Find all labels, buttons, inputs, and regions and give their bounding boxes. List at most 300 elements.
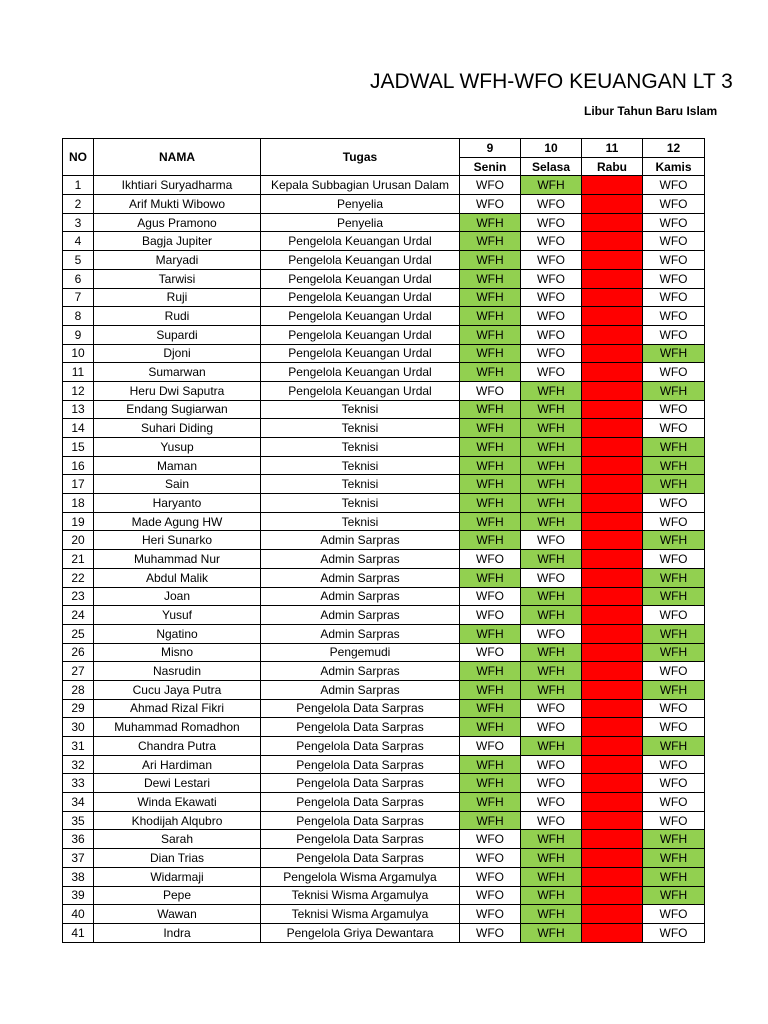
row-nama: Muhammad Nur xyxy=(94,550,261,569)
row-no: 15 xyxy=(63,438,94,457)
cell-day-11 xyxy=(582,456,643,475)
cell-day-11 xyxy=(582,755,643,774)
row-nama: Maryadi xyxy=(94,251,261,270)
table-row xyxy=(63,718,705,737)
cell-day-11 xyxy=(582,381,643,400)
table-row xyxy=(63,344,705,363)
cell-day-11 xyxy=(582,774,643,793)
cell-day-11 xyxy=(582,307,643,326)
cell-day-10: WFO xyxy=(521,755,582,774)
cell-day-9: WFH xyxy=(460,363,521,382)
row-tugas: Admin Sarpras xyxy=(261,531,460,550)
row-no: 1 xyxy=(63,176,94,195)
cell-day-9: WFH xyxy=(460,624,521,643)
row-tugas: Pengemudi xyxy=(261,643,460,662)
cell-day-9: WFO xyxy=(460,587,521,606)
row-nama: Ngatino xyxy=(94,624,261,643)
cell-day-12: WFH xyxy=(643,381,705,400)
cell-day-9: WFH xyxy=(460,344,521,363)
table-row xyxy=(63,195,705,214)
row-tugas: Admin Sarpras xyxy=(261,624,460,643)
cell-day-11 xyxy=(582,195,643,214)
table-row xyxy=(63,213,705,232)
row-no: 22 xyxy=(63,568,94,587)
table-row xyxy=(63,269,705,288)
cell-day-10: WFH xyxy=(521,400,582,419)
row-tugas: Teknisi xyxy=(261,400,460,419)
row-no: 7 xyxy=(63,288,94,307)
row-tugas: Pengelola Keuangan Urdal xyxy=(261,381,460,400)
header-date-9: 9 xyxy=(460,139,521,158)
table-row xyxy=(63,643,705,662)
cell-day-11 xyxy=(582,288,643,307)
cell-day-11 xyxy=(582,886,643,905)
row-tugas: Teknisi Wisma Argamulya xyxy=(261,886,460,905)
cell-day-11 xyxy=(582,718,643,737)
table-row xyxy=(63,419,705,438)
row-tugas: Pengelola Keuangan Urdal xyxy=(261,288,460,307)
row-no: 13 xyxy=(63,400,94,419)
cell-day-9: WFH xyxy=(460,512,521,531)
row-nama: Heri Sunarko xyxy=(94,531,261,550)
row-nama: Haryanto xyxy=(94,494,261,513)
cell-day-12: WFO xyxy=(643,699,705,718)
cell-day-12: WFH xyxy=(643,830,705,849)
cell-day-11 xyxy=(582,737,643,756)
table-row xyxy=(63,381,705,400)
cell-day-9: WFH xyxy=(460,699,521,718)
cell-day-9: WFO xyxy=(460,849,521,868)
cell-day-10: WFO xyxy=(521,288,582,307)
cell-day-11 xyxy=(582,325,643,344)
row-nama: Supardi xyxy=(94,325,261,344)
table-row xyxy=(63,531,705,550)
row-nama: Muhammad Romadhon xyxy=(94,718,261,737)
row-tugas: Admin Sarpras xyxy=(261,550,460,569)
row-tugas: Pengelola Data Sarpras xyxy=(261,793,460,812)
row-no: 10 xyxy=(63,344,94,363)
cell-day-12: WFH xyxy=(643,867,705,886)
row-nama: Dewi Lestari xyxy=(94,774,261,793)
row-tugas: Pengelola Data Sarpras xyxy=(261,718,460,737)
cell-day-12: WFO xyxy=(643,307,705,326)
row-no: 9 xyxy=(63,325,94,344)
cell-day-12: WFO xyxy=(643,662,705,681)
cell-day-12: WFO xyxy=(643,755,705,774)
row-nama: Bagja Jupiter xyxy=(94,232,261,251)
row-nama: Joan xyxy=(94,587,261,606)
row-no: 17 xyxy=(63,475,94,494)
cell-day-11 xyxy=(582,587,643,606)
cell-day-9: WFH xyxy=(460,680,521,699)
table-row xyxy=(63,849,705,868)
cell-day-9: WFO xyxy=(460,643,521,662)
row-nama: Khodijah Alqubro xyxy=(94,811,261,830)
row-no: 26 xyxy=(63,643,94,662)
cell-day-11 xyxy=(582,550,643,569)
row-tugas: Teknisi xyxy=(261,512,460,531)
cell-day-12: WFO xyxy=(643,195,705,214)
cell-day-9: WFH xyxy=(460,269,521,288)
table-row xyxy=(63,662,705,681)
row-nama: Ruji xyxy=(94,288,261,307)
row-no: 19 xyxy=(63,512,94,531)
cell-day-12: WFH xyxy=(643,587,705,606)
cell-day-12: WFO xyxy=(643,606,705,625)
cell-day-9: WFH xyxy=(460,531,521,550)
cell-day-10: WFO xyxy=(521,195,582,214)
page-title: JADWAL WFH-WFO KEUANGAN LT 3 xyxy=(370,70,733,93)
row-tugas: Pengelola Keuangan Urdal xyxy=(261,325,460,344)
cell-day-12: WFH xyxy=(643,680,705,699)
cell-day-10: WFO xyxy=(521,269,582,288)
table-row xyxy=(63,512,705,531)
cell-day-9: WFH xyxy=(460,251,521,270)
row-tugas: Teknisi Wisma Argamulya xyxy=(261,905,460,924)
row-tugas: Admin Sarpras xyxy=(261,680,460,699)
row-tugas: Pengelola Keuangan Urdal xyxy=(261,307,460,326)
row-nama: Rudi xyxy=(94,307,261,326)
cell-day-10: WFH xyxy=(521,923,582,942)
cell-day-9: WFO xyxy=(460,176,521,195)
cell-day-10: WFH xyxy=(521,867,582,886)
row-nama: Maman xyxy=(94,456,261,475)
row-no: 16 xyxy=(63,456,94,475)
cell-day-11 xyxy=(582,830,643,849)
cell-day-10: WFH xyxy=(521,176,582,195)
row-tugas: Pengelola Keuangan Urdal xyxy=(261,344,460,363)
cell-day-10: WFH xyxy=(521,550,582,569)
cell-day-9: WFO xyxy=(460,195,521,214)
row-no: 34 xyxy=(63,793,94,812)
cell-day-9: WFH xyxy=(460,213,521,232)
cell-day-12: WFO xyxy=(643,512,705,531)
row-tugas: Pengelola Data Sarpras xyxy=(261,811,460,830)
table-row xyxy=(63,307,705,326)
cell-day-12: WFO xyxy=(643,811,705,830)
row-no: 32 xyxy=(63,755,94,774)
cell-day-10: WFO xyxy=(521,811,582,830)
row-tugas: Pengelola Data Sarpras xyxy=(261,774,460,793)
header-date-10: 10 xyxy=(521,139,582,158)
row-no: 38 xyxy=(63,867,94,886)
table-row xyxy=(63,568,705,587)
cell-day-10: WFO xyxy=(521,251,582,270)
row-no: 24 xyxy=(63,606,94,625)
cell-day-11 xyxy=(582,811,643,830)
cell-day-11 xyxy=(582,344,643,363)
cell-day-9: WFH xyxy=(460,475,521,494)
cell-day-12: WFO xyxy=(643,550,705,569)
header-day-senin: Senin xyxy=(460,157,521,176)
cell-day-10: WFO xyxy=(521,531,582,550)
cell-day-9: WFH xyxy=(460,774,521,793)
row-tugas: Pengelola Keuangan Urdal xyxy=(261,251,460,270)
cell-day-12: WFH xyxy=(643,456,705,475)
cell-day-12: WFO xyxy=(643,774,705,793)
cell-day-11 xyxy=(582,363,643,382)
cell-day-9: WFO xyxy=(460,550,521,569)
row-nama: Chandra Putra xyxy=(94,737,261,756)
row-tugas: Penyelia xyxy=(261,213,460,232)
row-nama: Agus Pramono xyxy=(94,213,261,232)
row-no: 23 xyxy=(63,587,94,606)
cell-day-10: WFH xyxy=(521,512,582,531)
cell-day-9: WFH xyxy=(460,568,521,587)
row-no: 18 xyxy=(63,494,94,513)
cell-day-9: WFH xyxy=(460,718,521,737)
header-nama: NAMA xyxy=(94,139,261,176)
table-row xyxy=(63,793,705,812)
table-header xyxy=(63,139,705,176)
row-nama: Winda Ekawati xyxy=(94,793,261,812)
cell-day-9: WFO xyxy=(460,867,521,886)
cell-day-12: WFO xyxy=(643,419,705,438)
cell-day-10: WFH xyxy=(521,419,582,438)
cell-day-11 xyxy=(582,531,643,550)
cell-day-11 xyxy=(582,494,643,513)
row-no: 3 xyxy=(63,213,94,232)
cell-day-10: WFO xyxy=(521,774,582,793)
cell-day-9: WFH xyxy=(460,456,521,475)
cell-day-9: WFH xyxy=(460,494,521,513)
row-nama: Arif Mukti Wibowo xyxy=(94,195,261,214)
table-row xyxy=(63,232,705,251)
table-row xyxy=(63,400,705,419)
row-nama: Dian Trias xyxy=(94,849,261,868)
row-tugas: Admin Sarpras xyxy=(261,568,460,587)
cell-day-10: WFO xyxy=(521,568,582,587)
table-body xyxy=(63,176,705,942)
header-day-kamis: Kamis xyxy=(643,157,705,176)
row-nama: Djoni xyxy=(94,344,261,363)
row-tugas: Pengelola Griya Dewantara xyxy=(261,923,460,942)
cell-day-9: WFH xyxy=(460,307,521,326)
row-no: 40 xyxy=(63,905,94,924)
cell-day-9: WFH xyxy=(460,662,521,681)
cell-day-10: WFO xyxy=(521,793,582,812)
table-row xyxy=(63,325,705,344)
table-row xyxy=(63,288,705,307)
cell-day-12: WFH xyxy=(643,643,705,662)
table-row xyxy=(63,363,705,382)
row-nama: Ahmad Rizal Fikri xyxy=(94,699,261,718)
cell-day-9: WFO xyxy=(460,923,521,942)
cell-day-10: WFO xyxy=(521,213,582,232)
cell-day-11 xyxy=(582,793,643,812)
row-tugas: Teknisi xyxy=(261,494,460,513)
table-row xyxy=(63,251,705,270)
cell-day-10: WFH xyxy=(521,606,582,625)
row-nama: Abdul Malik xyxy=(94,568,261,587)
cell-day-11 xyxy=(582,606,643,625)
cell-day-11 xyxy=(582,400,643,419)
table-row xyxy=(63,494,705,513)
cell-day-9: WFH xyxy=(460,400,521,419)
row-no: 31 xyxy=(63,737,94,756)
row-tugas: Admin Sarpras xyxy=(261,662,460,681)
row-no: 11 xyxy=(63,363,94,382)
cell-day-12: WFO xyxy=(643,176,705,195)
cell-day-12: WFO xyxy=(643,288,705,307)
cell-day-9: WFH xyxy=(460,419,521,438)
cell-day-10: WFH xyxy=(521,456,582,475)
cell-day-11 xyxy=(582,849,643,868)
row-no: 33 xyxy=(63,774,94,793)
cell-day-11 xyxy=(582,251,643,270)
row-tugas: Pengelola Data Sarpras xyxy=(261,755,460,774)
cell-day-10: WFH xyxy=(521,662,582,681)
row-tugas: Pengelola Data Sarpras xyxy=(261,849,460,868)
cell-day-11 xyxy=(582,680,643,699)
cell-day-11 xyxy=(582,269,643,288)
row-nama: Made Agung HW xyxy=(94,512,261,531)
row-no: 4 xyxy=(63,232,94,251)
table-row xyxy=(63,606,705,625)
row-nama: Cucu Jaya Putra xyxy=(94,680,261,699)
row-nama: Ikhtiari Suryadharma xyxy=(94,176,261,195)
row-nama: Indra xyxy=(94,923,261,942)
cell-day-12: WFO xyxy=(643,269,705,288)
row-nama: Ari Hardiman xyxy=(94,755,261,774)
header-tugas: Tugas xyxy=(261,139,460,176)
cell-day-9: WFO xyxy=(460,830,521,849)
row-nama: Sarah xyxy=(94,830,261,849)
cell-day-10: WFO xyxy=(521,363,582,382)
cell-day-12: WFO xyxy=(643,325,705,344)
cell-day-12: WFO xyxy=(643,494,705,513)
cell-day-10: WFH xyxy=(521,475,582,494)
schedule-table xyxy=(62,138,705,943)
cell-day-10: WFO xyxy=(521,325,582,344)
row-no: 12 xyxy=(63,381,94,400)
row-tugas: Pengelola Keuangan Urdal xyxy=(261,269,460,288)
row-tugas: Penyelia xyxy=(261,195,460,214)
row-no: 2 xyxy=(63,195,94,214)
table-row xyxy=(63,680,705,699)
cell-day-9: WFH xyxy=(460,811,521,830)
row-tugas: Teknisi xyxy=(261,438,460,457)
row-no: 41 xyxy=(63,923,94,942)
row-no: 20 xyxy=(63,531,94,550)
row-no: 6 xyxy=(63,269,94,288)
row-tugas: Pengelola Data Sarpras xyxy=(261,737,460,756)
cell-day-9: WFH xyxy=(460,755,521,774)
cell-day-11 xyxy=(582,624,643,643)
row-no: 8 xyxy=(63,307,94,326)
row-nama: Pepe xyxy=(94,886,261,905)
cell-day-11 xyxy=(582,643,643,662)
holiday-note: Libur Tahun Baru Islam xyxy=(584,104,718,118)
cell-day-12: WFO xyxy=(643,923,705,942)
header-date-11: 11 xyxy=(582,139,643,158)
row-tugas: Pengelola Data Sarpras xyxy=(261,699,460,718)
cell-day-10: WFO xyxy=(521,624,582,643)
cell-day-12: WFO xyxy=(643,905,705,924)
cell-day-9: WFH xyxy=(460,438,521,457)
cell-day-12: WFO xyxy=(643,718,705,737)
table-row xyxy=(63,811,705,830)
row-tugas: Admin Sarpras xyxy=(261,587,460,606)
header-day-rabu: Rabu xyxy=(582,157,643,176)
row-nama: Sain xyxy=(94,475,261,494)
header-date-12: 12 xyxy=(643,139,705,158)
header-no: NO xyxy=(63,139,94,176)
table-row xyxy=(63,737,705,756)
cell-day-9: WFO xyxy=(460,381,521,400)
row-nama: Heru Dwi Saputra xyxy=(94,381,261,400)
cell-day-11 xyxy=(582,419,643,438)
cell-day-10: WFH xyxy=(521,438,582,457)
row-no: 5 xyxy=(63,251,94,270)
row-nama: Yusup xyxy=(94,438,261,457)
row-tugas: Pengelola Keuangan Urdal xyxy=(261,363,460,382)
row-tugas: Pengelola Data Sarpras xyxy=(261,830,460,849)
cell-day-12: WFH xyxy=(643,568,705,587)
row-no: 35 xyxy=(63,811,94,830)
row-no: 28 xyxy=(63,680,94,699)
row-nama: Sumarwan xyxy=(94,363,261,382)
cell-day-11 xyxy=(582,475,643,494)
cell-day-12: WFO xyxy=(643,213,705,232)
cell-day-10: WFH xyxy=(521,494,582,513)
row-tugas: Teknisi xyxy=(261,475,460,494)
cell-day-10: WFO xyxy=(521,307,582,326)
row-no: 14 xyxy=(63,419,94,438)
cell-day-12: WFO xyxy=(643,363,705,382)
row-no: 30 xyxy=(63,718,94,737)
table-row xyxy=(63,905,705,924)
row-no: 36 xyxy=(63,830,94,849)
cell-day-11 xyxy=(582,213,643,232)
row-nama: Yusuf xyxy=(94,606,261,625)
cell-day-9: WFH xyxy=(460,288,521,307)
header-day-selasa: Selasa xyxy=(521,157,582,176)
cell-day-11 xyxy=(582,568,643,587)
row-tugas: Kepala Subbagian Urusan Dalam xyxy=(261,176,460,195)
row-no: 29 xyxy=(63,699,94,718)
cell-day-9: WFO xyxy=(460,606,521,625)
row-nama: Endang Sugiarwan xyxy=(94,400,261,419)
cell-day-10: WFO xyxy=(521,232,582,251)
table-row xyxy=(63,699,705,718)
row-tugas: Teknisi xyxy=(261,456,460,475)
row-tugas: Teknisi xyxy=(261,419,460,438)
cell-day-11 xyxy=(582,699,643,718)
table-row xyxy=(63,587,705,606)
cell-day-10: WFH xyxy=(521,381,582,400)
cell-day-10: WFO xyxy=(521,718,582,737)
cell-day-11 xyxy=(582,176,643,195)
table-row xyxy=(63,475,705,494)
row-no: 27 xyxy=(63,662,94,681)
cell-day-12: WFH xyxy=(643,475,705,494)
cell-day-12: WFH xyxy=(643,344,705,363)
cell-day-10: WFH xyxy=(521,643,582,662)
cell-day-12: WFO xyxy=(643,793,705,812)
row-no: 39 xyxy=(63,886,94,905)
cell-day-10: WFH xyxy=(521,680,582,699)
cell-day-9: WFH xyxy=(460,232,521,251)
cell-day-12: WFO xyxy=(643,400,705,419)
cell-day-10: WFH xyxy=(521,886,582,905)
table-row xyxy=(63,624,705,643)
cell-day-11 xyxy=(582,662,643,681)
table-row xyxy=(63,176,705,195)
cell-day-12: WFO xyxy=(643,232,705,251)
cell-day-9: WFH xyxy=(460,793,521,812)
cell-day-11 xyxy=(582,438,643,457)
